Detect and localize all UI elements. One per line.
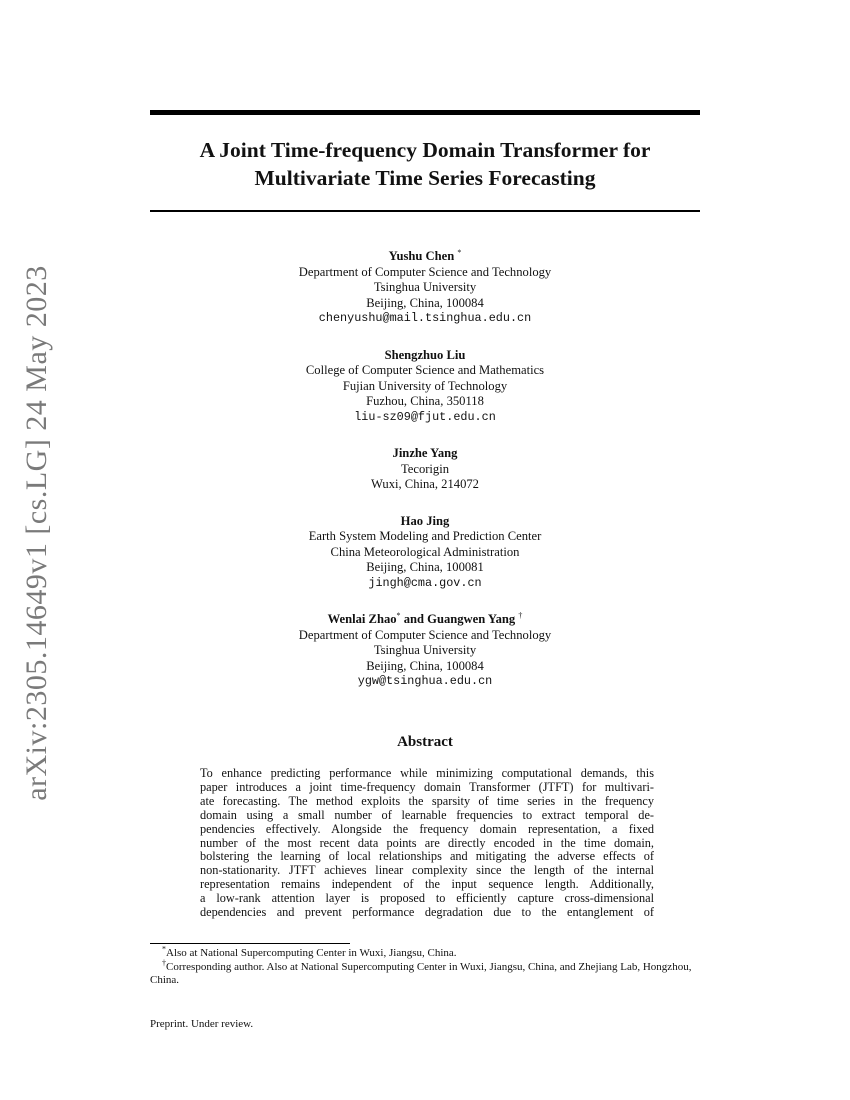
author-block <box>150 249 700 327</box>
author-block <box>150 348 700 426</box>
preprint-note: Preprint. Under review. <box>150 1018 254 1030</box>
abstract-line: a low-rank attention layer is proposed to efficiently capture cross-dimensional <box>200 891 654 906</box>
author-name: Jinzhe Yang <box>392 446 458 460</box>
affiliation-line: Tsinghua University <box>373 643 477 657</box>
footnote-mark: * <box>457 247 462 257</box>
affiliation-line: Fuzhou, China, 350118 <box>366 394 484 408</box>
footnotes <box>150 944 705 988</box>
author-email[interactable]: liu-sz09@fjut.edu.cn <box>354 409 496 424</box>
author-block <box>150 612 700 690</box>
affiliation-line: Department of Computer Science and Technology <box>298 264 552 279</box>
abstract-line: pendencies effectively. Alongside the frequency domain representation, a fixed <box>200 821 654 836</box>
affiliation-line: Tecorigin <box>400 461 450 476</box>
abstract-heading: Abstract <box>397 734 453 750</box>
abstract-line: non-stationarity. JTFT achieves linear complexity since the length of the internal <box>200 863 654 878</box>
abstract-line: To enhance predicting performance while minimizing computational demands, this <box>200 766 654 780</box>
affiliation-line: Beijing, China, 100084 <box>366 658 484 673</box>
footnote-mark: † <box>162 957 166 967</box>
affiliation-line: Tsinghua University <box>373 280 477 294</box>
footnote <box>150 944 705 961</box>
title-line-1: A Joint Time-frequency Domain Transformer for <box>199 138 651 162</box>
affiliation-line: Department of Computer Science and Technology <box>298 627 552 642</box>
author-name: Shengzhuo Liu <box>384 347 466 362</box>
abstract-line: paper introduces a joint time-frequency domain Transformer (JTFT) for multivari- <box>200 779 654 794</box>
affiliation-line: Wuxi, China, 214072 <box>371 477 479 491</box>
author-email[interactable]: chenyushu@mail.tsinghua.edu.cn <box>318 311 532 325</box>
title-line-2: Multivariate Time Series Forecasting <box>254 166 596 190</box>
abstract-line: representation remains independent of the input sequence length. Additionally, <box>200 877 654 892</box>
author-name-line <box>150 612 700 628</box>
author-name-line <box>150 249 700 265</box>
author-list <box>150 249 700 711</box>
footnote-mark: † <box>518 610 523 620</box>
abstract-body <box>200 767 654 920</box>
author-name: Wenlai Zhao <box>327 612 397 626</box>
footnote-rule <box>150 943 350 944</box>
affiliation-line: Earth System Modeling and Prediction Center <box>308 529 542 543</box>
footnote-mark: * <box>396 610 401 620</box>
affiliation-line: Beijing, China, 100084 <box>366 295 484 310</box>
author-joiner: and <box>400 612 428 626</box>
footnote-text: Also at National Supercomputing Center in Wuxi, Jiangsu, China. <box>166 947 457 959</box>
abstract-line: bolstering the learning of local relationships and mitigating the adverse effects of <box>200 849 654 864</box>
author-block <box>150 446 700 493</box>
affiliation-line: Beijing, China, 100081 <box>366 560 484 574</box>
arxiv-identifier: arXiv:2305.14649v1 [cs.LG] 24 May 2023 <box>20 265 53 801</box>
affiliation-line: Fujian University of Technology <box>342 378 508 393</box>
footnote-text: Corresponding author. Also at National Supercomputing Center in Wuxi, Jiangsu, China, and Zhejiang Lab, Hongzhou, China. <box>150 960 692 986</box>
abstract-line: dependencies and prevent performance degradation due to the entanglement of <box>200 905 654 920</box>
author-name: Guangwen Yang <box>427 612 516 626</box>
author-email[interactable]: jingh@cma.gov.cn <box>368 575 482 590</box>
title-top-rule <box>150 110 700 115</box>
footnote-mark: * <box>162 944 166 954</box>
author-block <box>150 514 700 592</box>
abstract-line: ate forecasting. The method exploits the sparsity of time series in the frequency <box>200 793 654 808</box>
abstract-line: domain using a small number of learnable frequencies to extract temporal de- <box>200 807 654 822</box>
title-bottom-rule <box>150 210 700 212</box>
abstract-line: number of the most recent data points are directly encoded in the time domain, <box>200 835 654 850</box>
affiliation-line: China Meteorological Administration <box>330 544 520 559</box>
arxiv-side-stamp <box>14 265 60 801</box>
paper-title <box>150 136 700 192</box>
affiliation-line: College of Computer Science and Mathematics <box>305 363 545 377</box>
author-name: Yushu Chen <box>388 249 455 263</box>
author-name: Hao Jing <box>400 513 450 528</box>
author-email[interactable]: ygw@tsinghua.edu.cn <box>357 674 493 688</box>
footnote <box>150 957 705 988</box>
